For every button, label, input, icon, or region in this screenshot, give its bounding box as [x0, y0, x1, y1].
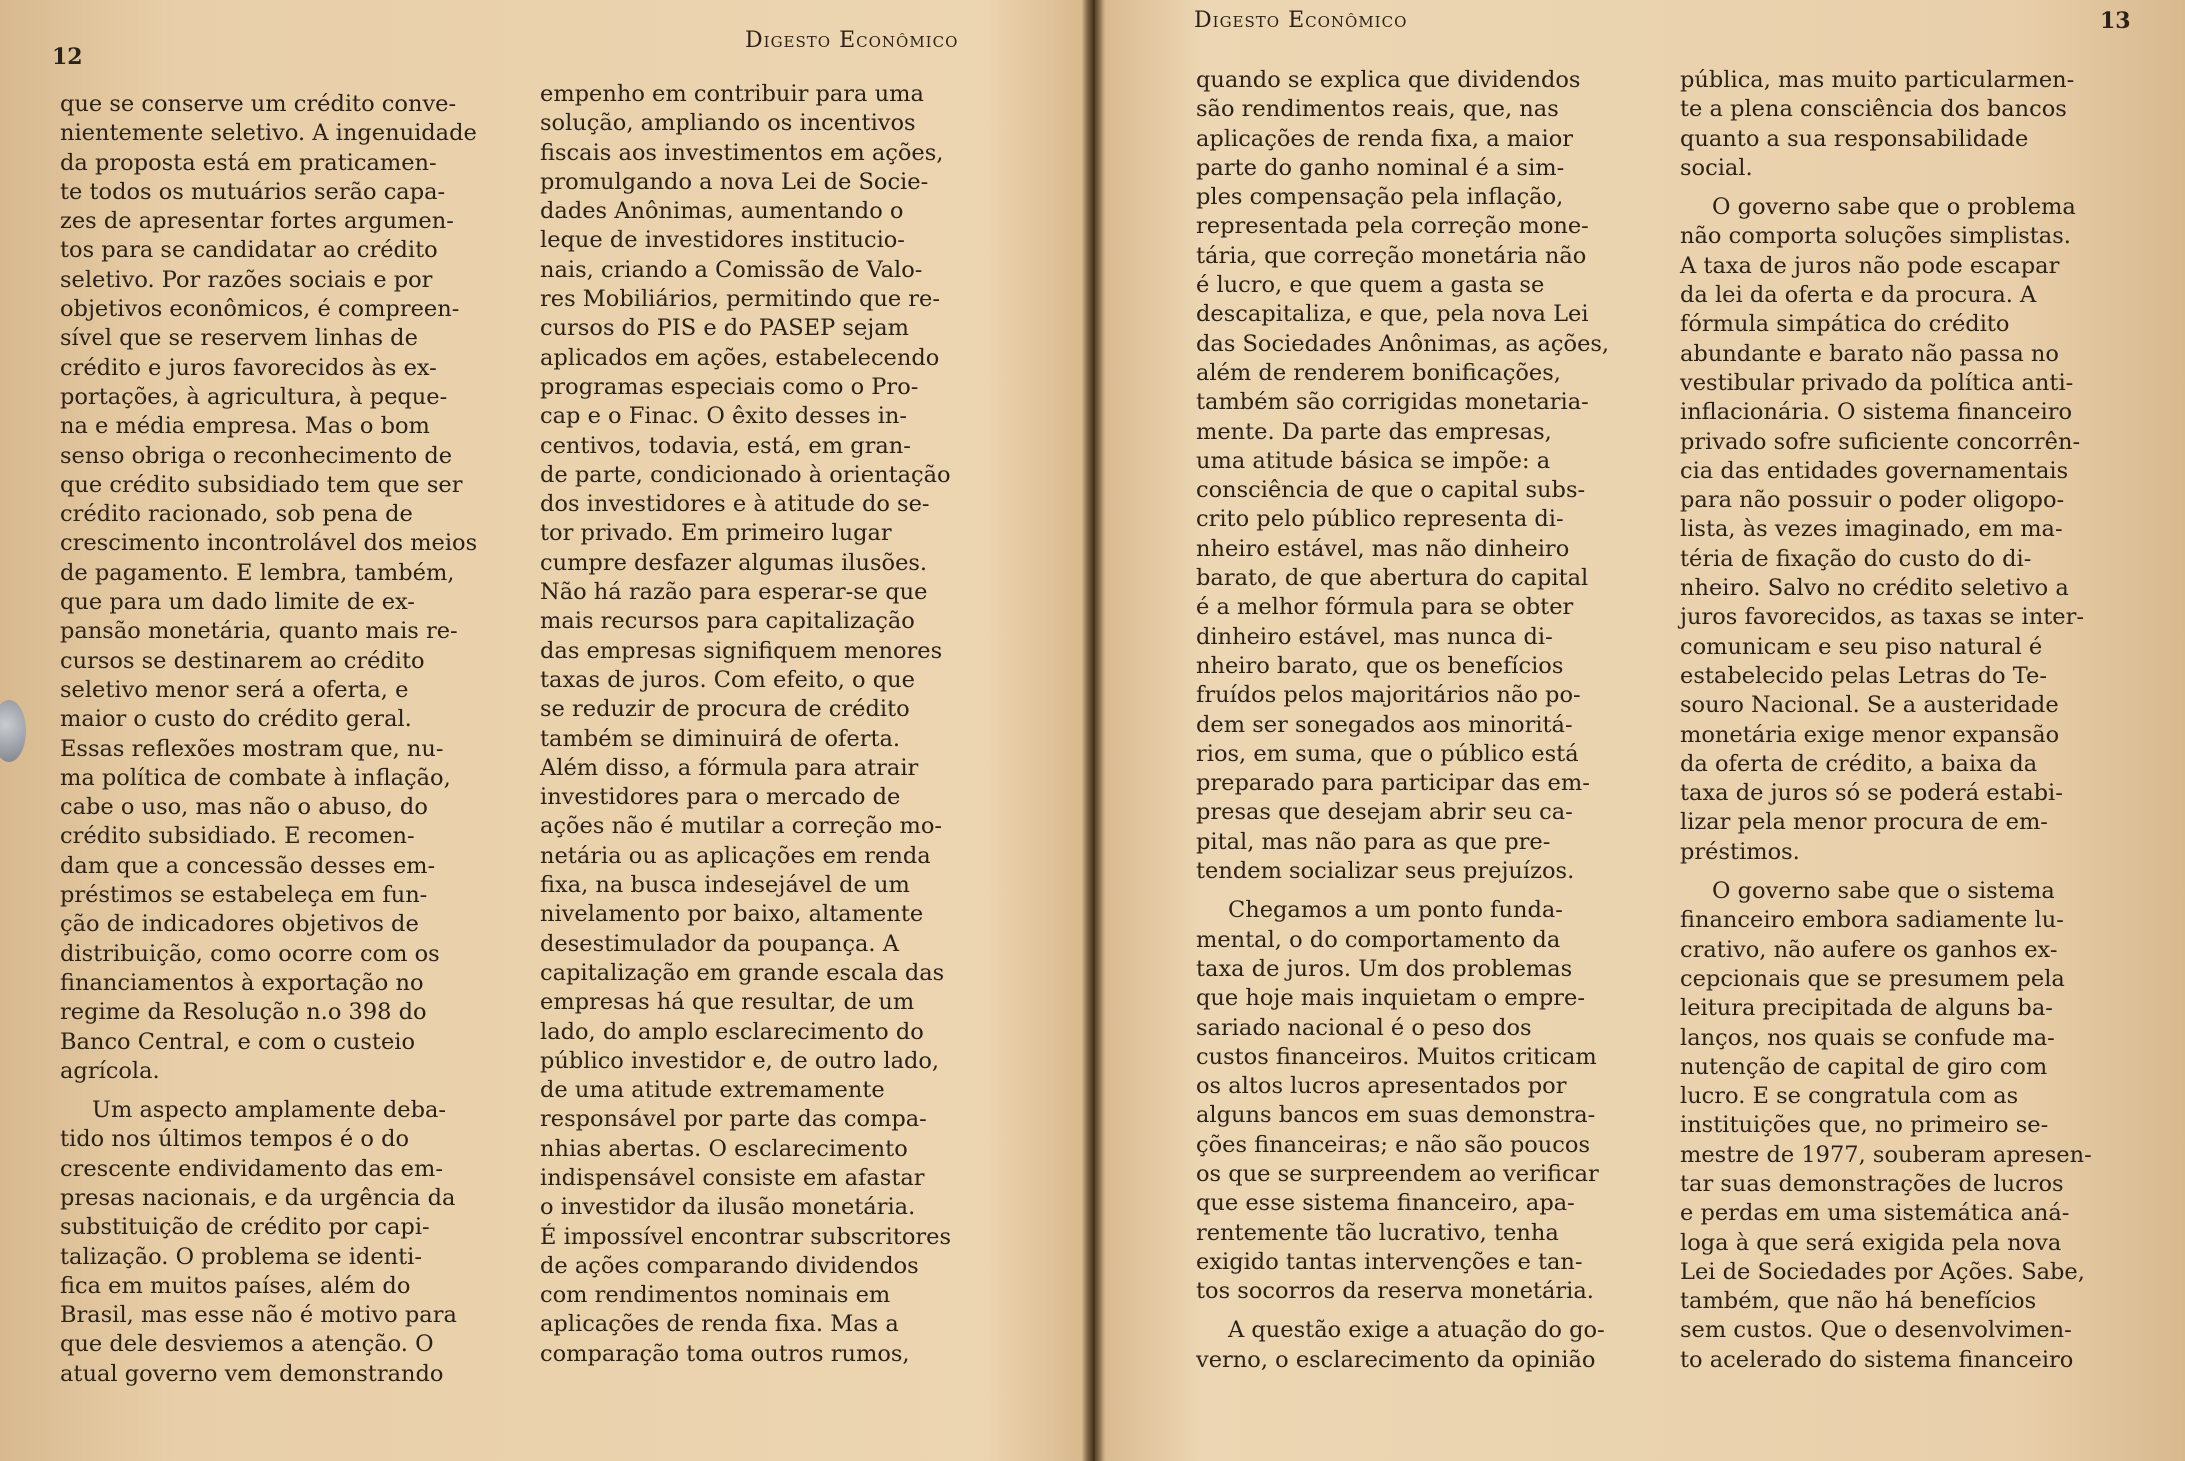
left-page-column-2 [540, 80, 1000, 1421]
running-head: Digesto Econômico [1194, 8, 1408, 33]
page-number: 13 [2100, 8, 2131, 34]
right-page-column-1 [1196, 66, 1656, 1421]
running-head: Digesto Econômico [745, 28, 959, 53]
paragraph: A questão exige a atuação do go- verno, o esclarecimento da opinião [1196, 1317, 1605, 1373]
paragraph: pública, mas muito particularmen- te a plena consciência dos bancos quanto a sua responsabilidade social. [1680, 67, 2075, 181]
left-page [0, 0, 1090, 1461]
page-number: 12 [52, 44, 83, 70]
paragraph: empenho em contribuir para uma solução, ampliando os incentivos fiscais aos investimentos em ações, promulgando a nova Lei de Socie- dades Anônimas, aumentando o leque de investidores institucio- nais, criando a Comissão de Valo- res Mobiliários, permitindo que re- cursos do PIS e do PASEP sejam aplicados em ações, estabelecendo programas especiais como o Pro- cap e o Finac. O êxito desses in- centivos, todavia, está, em gran- de parte, condicionado à orientação dos investidores e à atitude do se- tor privado. Em primeiro lugar cumpre desfazer algumas ilusões. Não há razão para esperar-se que mais recursos para capitalização das empresas signifiquem menores taxas de juros. Com efeito, o que se reduzir de procura de crédito também se diminuirá de oferta. Além disso, a fórmula para atrair investidores para o mercado de ações não é mutilar a correção mo- netária ou as aplicações em renda fixa, na busca indesejável de um nivelamento por baixo, altamente desestimulador da poupança. A capitalização em grande escala das empresas há que resultar, de um lado, do amplo esclarecimento do público investidor e, de outro lado, de uma atitude extremamente responsável por parte das compa- nhias abertas. O esclarecimento indispensável consiste em afastar o investidor da ilusão monetária. É impossível encontrar subscritores de ações comparando dividendos com rendimentos nominais em aplicações de renda fixa. Mas a comparação toma outros rumos, [540, 81, 952, 1367]
right-page [1096, 0, 2185, 1461]
paragraph: Chegamos a um ponto funda- mental, o do comportamento da taxa de juros. Um dos problemas que hoje mais inquietam o empre- sariado nacional é o peso dos custos financeiros. Muitos criticam os altos lucros apresentados por alguns bancos em suas demonstra- ções financeiras; e não são poucos os que se surpreendem ao verificar que esse sistema financeiro, apa- rentemente tão lucrativo, tenha exigido tantas intervenções e tan- tos socorros da reserva monetária. [1196, 897, 1599, 1305]
paragraph: quando se explica que dividendos são rendimentos reais, que, nas aplicações de renda fixa, a maior parte do ganho nominal é a sim- ples compensação pela inflação, representada pela correção mone- tária, que correção monetária não é lucro, e que quem a gasta se descapitaliza, e que, pela nova Lei das Sociedades Anônimas, as ações, além de renderem bonificações, também são corrigidas monetaria- mente. Da parte das empresas, uma atitude básica se impõe: a consciência de que o capital subs- crito pelo público representa di- nheiro estável, mas não dinheiro barato, de que abertura do capital é a melhor fórmula para se obter dinheiro estável, mas nunca di- nheiro barato, que os benefícios fruídos pelos majoritários não po- dem ser sonegados aos minoritá- rios, em suma, que o público está preparado para participar das em- presas que desejam abrir seu ca- pital, mas não para as que pre- tendem socializar seus prejuízos. [1196, 67, 1610, 885]
paragraph: O governo sabe que o sistema financeiro embora sadiamente lu- crativo, não aufere os ganhos ex- cepcionais que se presumem pela leitura precipitada de alguns ba- lanços, nos quais se confude ma- nutenção de capital de giro com lucro. E se congratula com as instituições que, no primeiro se- mestre de 1977, souberam apresen- tar suas demonstrações de lucros e perdas em uma sistemática aná- loga à que será exigida pela nova Lei de Sociedades por Ações. Sabe, também, que não há benefícios sem custos. Que o desenvolvimen- to acelerado do sistema financeiro [1680, 878, 2092, 1373]
left-page-column-1 [60, 90, 520, 1421]
right-page-column-2 [1680, 66, 2140, 1421]
paragraph: O governo sabe que o problema não comporta soluções simplistas. A taxa de juros não pode escapar da lei da oferta e da procura. A fórmula simpática do crédito abundante e barato não passa no vestibular privado da política anti- inflacionária. O sistema financeiro privado sofre suficiente concorrên- cia das entidades governamentais para não possuir o poder oligopo- lista, às vezes imaginado, em ma- téria de fixação do custo do di- nheiro. Salvo no crédito seletivo a juros favorecidos, as taxas se inter- comunicam e seu piso natural é estabelecido pelas Letras do Te- souro Nacional. Se a austeridade monetária exige menor expansão da oferta de crédito, a baixa da taxa de juros só se poderá estabi- lizar pela menor procura de em- préstimos. [1680, 194, 2084, 865]
paragraph: que se conserve um crédito conve- nientemente seletivo. A ingenuidade da proposta está em praticamen- te todos os mutuários serão capa- zes de apresentar fortes argumen- tos para se candidatar ao crédito seletivo. Por razões sociais e por objetivos econômicos, é compreen- sível que se reservem linhas de crédito e juros favorecidos às ex- portações, à agricultura, à peque- na e média empresa. Mas o bom senso obriga o reconhecimento de que crédito subsidiado tem que ser crédito racionado, sob pena de crescimento incontrolável dos meios de pagamento. E lembra, também, que para um dado limite de ex- pansão monetária, quanto mais re- cursos se destinarem ao crédito seletivo menor será a oferta, e maior o custo do crédito geral. Essas reflexões mostram que, nu- ma política de combate à inflação, cabe o uso, mas não o abuso, do crédito subsidiado. E recomen- dam que a concessão desses em- préstimos se estabeleça em fun- ção de indicadores objetivos de distribuição, como ocorre com os financiamentos à exportação no regime da Resolução n.o 398 do Banco Central, e com o custeio agrícola. [60, 91, 478, 1084]
paragraph: Um aspecto amplamente deba- tido nos últimos tempos é o do crescente endividamento das em- presas nacionais, e da urgência da substituição de crédito por capi- talização. O problema se identi- fica em muitos países, além do Brasil, mas esse não é motivo para que dele desviemos a atenção. O atual governo vem demonstrando [60, 1097, 457, 1387]
